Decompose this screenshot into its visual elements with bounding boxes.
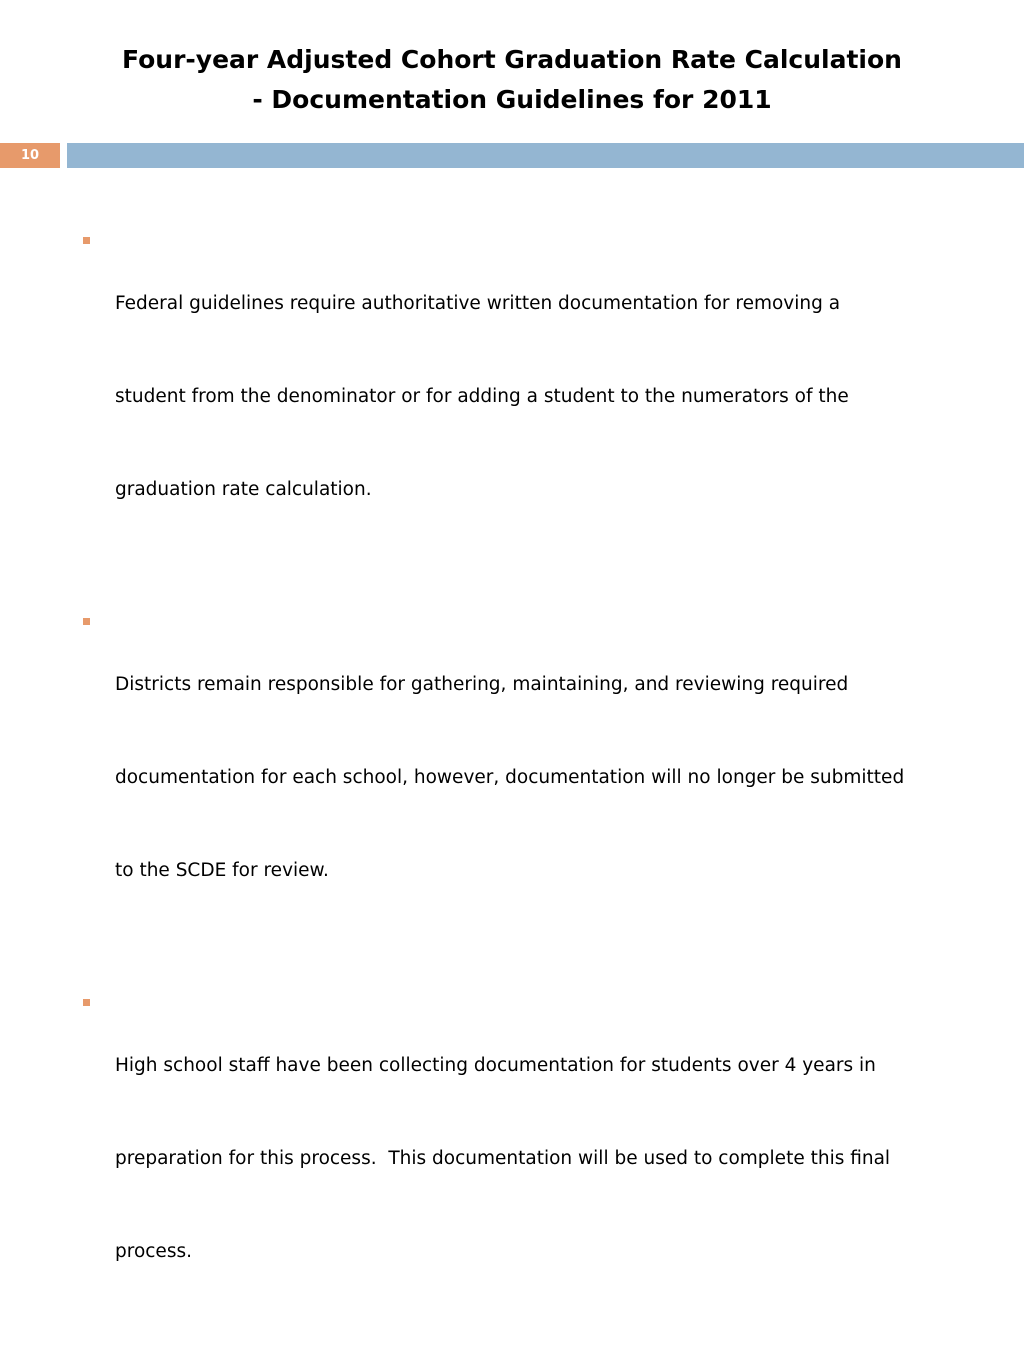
square-bullet-icon — [83, 237, 90, 244]
square-bullet-icon — [83, 999, 90, 1006]
bullet-text-line: Districts remain responsible for gathering, maintaining, and reviewing required — [115, 674, 849, 695]
bullet-text-line: preparation for this process. This documentation will be used to complete this final — [115, 1148, 891, 1169]
bullet-text-line: Federal guidelines require authoritative written documentation for removing a — [115, 293, 841, 314]
slide-title-line-1: Four-year Adjusted Cohort Graduation Rate Calculation — [122, 45, 902, 74]
slide-number: 10 — [0, 143, 60, 168]
bullet-item — [80, 226, 980, 567]
slide-title-line-2: - Documentation Guidelines for 2011 — [252, 85, 772, 114]
slide-title — [40, 40, 984, 120]
bullet-text-line: documentation for each school, however, documentation will no longer be submitted — [115, 767, 905, 788]
bullet-list — [80, 226, 980, 1369]
header-divider-bar — [67, 143, 1024, 168]
bullet-item — [80, 607, 980, 948]
bullet-text — [115, 988, 980, 1329]
bullet-text-line: process. — [115, 1241, 192, 1262]
bullet-text — [115, 607, 980, 948]
square-bullet-icon — [83, 618, 90, 625]
bullet-text — [115, 226, 980, 567]
bullet-text-line: High school staff have been collecting documentation for students over 4 years in — [115, 1055, 876, 1076]
bullet-text-line: student from the denominator or for adding a student to the numerators of the — [115, 386, 849, 407]
bullet-text-line: graduation rate calculation. — [115, 479, 372, 500]
bullet-text-line: to the SCDE for review. — [115, 860, 329, 881]
bullet-item — [80, 988, 980, 1329]
